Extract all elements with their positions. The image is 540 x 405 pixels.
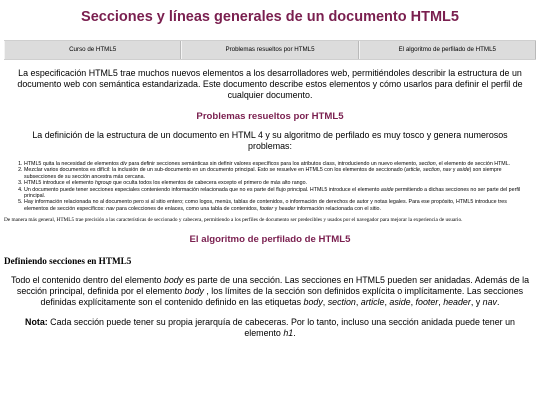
emphasis-text: nav [106, 205, 115, 212]
emphasis-text: body [184, 285, 204, 296]
emphasis-text: article [405, 167, 421, 174]
body-paragraph: Todo el contenido dentro del elemento body es parte de una sección. Las secciones en HTML5 pueden ser anidadas. Además de la sección principal, definida por el elemento body , los límites de la sección son definidos explícita o implícitamente. Las secciones definidas explícitamente son el contenido definido en las etiquetas body, section, article, aside, footer, header, y nav. [10, 274, 530, 307]
nav-link-curso[interactable]: Curso de HTML5 [4, 41, 181, 59]
list-item: 5. Hay información relacionada no al documento pero si al sitio entero; como logos, menús, tablas de contenidos, o información de derechos de autor y notas legales. Para ese propósito, HTML5 introduce tres elementos de sección específicos: nav para colecciones de enlaces, como una tabla de contenidos, footer y header información relacionada con el sitio. [24, 199, 526, 212]
emphasis-text: footer [415, 296, 439, 307]
emphasis-text: nav [482, 296, 497, 307]
note-label: Nota: [25, 316, 48, 327]
emphasis-text: aside [456, 167, 470, 174]
emphasis-text: aside [380, 186, 394, 193]
emphasis-text: body [303, 296, 323, 307]
emphasis-text: body [163, 274, 184, 285]
emphasis-text: h1 [283, 327, 294, 338]
section-heading-problemas: Problemas resueltos por HTML5 [196, 111, 344, 122]
section-lead: La definición de la estructura de un documento en HTML 4 y su algoritmo de perfilado es muy tosco y genera numerosos problemas: [32, 130, 508, 151]
nav-link-problemas[interactable]: Problemas resueltos por HTML5 [181, 41, 358, 59]
emphasis-text: aside [389, 296, 411, 307]
note-paragraph [10, 317, 530, 339]
emphasis-text: hgroup [94, 180, 112, 187]
emphasis-text: section [327, 296, 356, 307]
nav-link-algoritmo[interactable]: El algoritmo de perfilado de HTML5 [359, 41, 536, 59]
emphasis-text: section [418, 161, 436, 167]
list-item: 4. Un documento puede tener secciones especiales conteniendo información relacionada que no es parte del flujo principal. HTML5 introduce el elemento aside permitiendo a dichas secciones no ser parte del perfil principal. [24, 187, 526, 200]
subheading-definiendo: Definiendo secciones en HTML5 [4, 255, 132, 266]
note-text: Cada sección puede tener su propia jerarquía de cabeceras. Por lo tanto, incluso una sección anidada puede tener un elemento h1. [47, 316, 515, 338]
summary-paragraph: De manera más general, HTML5 trae precisión a las características de seccionado y cabecera, permitiendo a los perfiles de documento ser predecibles y usados por el navegador para mejorar la experiencia de usuario. [4, 217, 463, 224]
list-item: 2. Mezclar varios documentos es difícil: la inclusión de un sub-documento en un documento principal. Esto se resuelve en HTML5 con los elementos de seccionado (article, section, nav y aside) son siempre subsecciones de su sección ancestra más cercana. [24, 167, 526, 180]
intro-paragraph: La especificación HTML5 trae muchos nuevos elementos a los desarrolladores web, permitiéndoles describir la estructura de un documento web con semántica estandarizada. Este documento describe estos elementos y cómo usarlos para definir el perfil de cualquier documento. [17, 68, 523, 100]
section-heading-algoritmo: El algoritmo de perfilado de HTML5 [189, 233, 351, 245]
list-item: 1. HTML5 quita la necesidad de elementos div para definir secciones semánticas sin definir valores específicos para los atributos class, introduciendo un nuevo elemento, section, el elemento de sección HTML. [24, 161, 526, 167]
emphasis-text: section [422, 167, 440, 174]
problems-list [4, 161, 526, 212]
page-title: Secciones y líneas generales de un documento HTML5 [81, 9, 459, 25]
emphasis-text: div [120, 161, 128, 167]
emphasis-text: article [360, 296, 385, 307]
emphasis-text: header [443, 296, 471, 307]
list-item: 3. HTML5 introduce el elemento hgroup que oculta todos los elementos de cabecera excepto el primero de más alto rango. [24, 180, 526, 186]
emphasis-text: nav [442, 167, 452, 174]
nav-bar [4, 40, 536, 60]
emphasis-text: footer [259, 205, 274, 212]
emphasis-text: header [278, 205, 296, 212]
